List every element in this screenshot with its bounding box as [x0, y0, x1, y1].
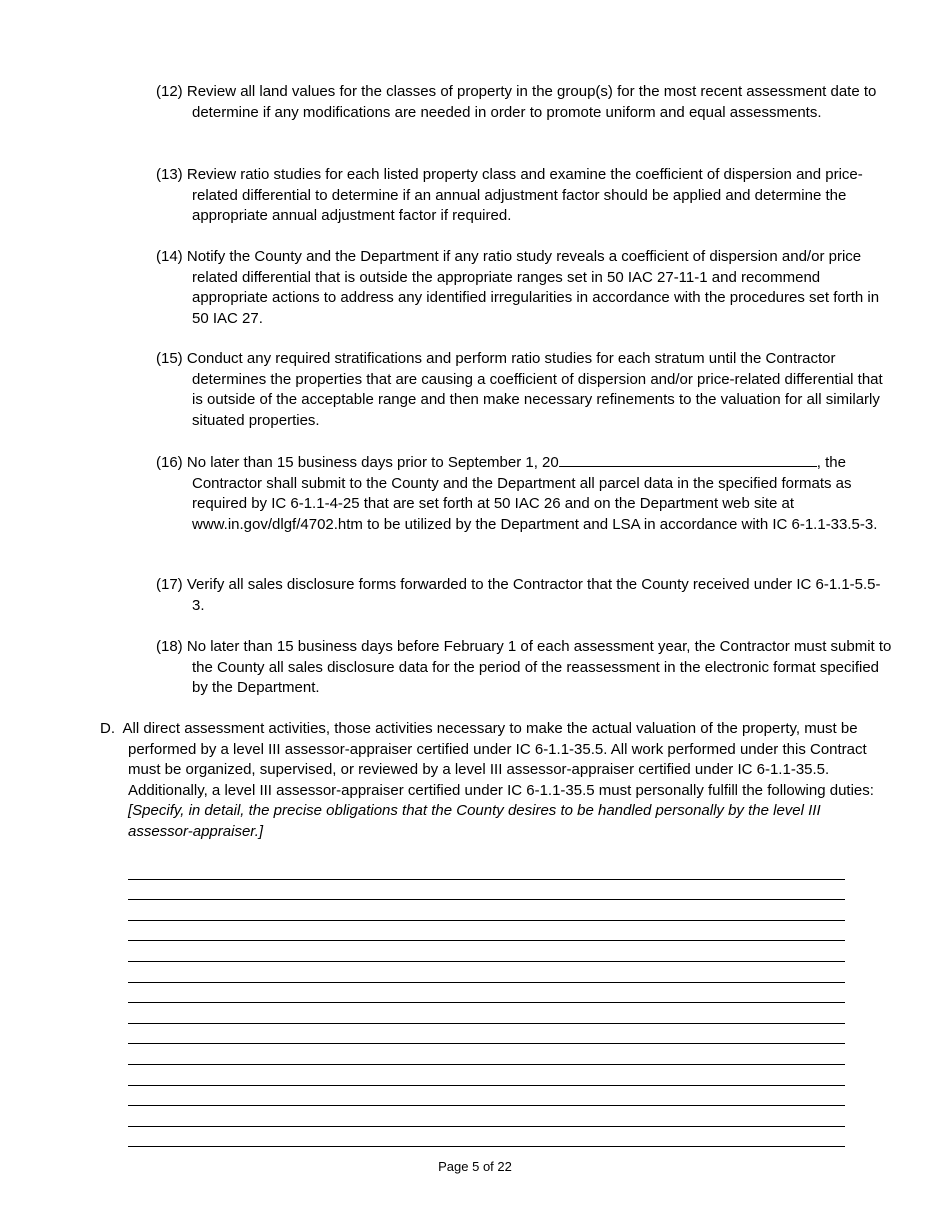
item-text-after: , the Contractor shall submit to the County and the Department all parcel data in the specified formats as required by IC 6-1.1-4-25 that are set forth at 50 IAC 26 and on the Department web site at www.in.gov/dlgf/4702.htm to be utilized by the Department and LSA in accordance with IC 6-1.1-33.5-3. — [192, 454, 878, 533]
page-footer — [0, 1157, 950, 1178]
list-item-12 — [156, 82, 892, 123]
list-item-16 — [156, 452, 892, 535]
blank-line[interactable] — [128, 1044, 845, 1065]
list-item-17 — [156, 575, 892, 616]
item-text: Review all land values for the classes of property in the group(s) for the most recent assessment date to determine if any modifications are needed in order to promote uniform and equal assessments. — [186, 83, 877, 121]
blank-line[interactable] — [128, 1086, 845, 1107]
item-text: Conduct any required stratifications and perform ratio studies for each stratum until the Contractor determines the properties that are causing a coefficient of dispersion and/or price-related differential that is outside of the acceptable range and then make necessary refinements to the valuation for all similarly situated properties. — [186, 350, 883, 429]
item-text: No later than 15 business days before February 1 of each assessment year, the Contractor must submit to the County all sales disclosure data for the period of the reassessment in the electronic format specified by the Department. — [186, 638, 892, 697]
year-blank-field[interactable] — [559, 452, 817, 467]
section-label: D. — [100, 720, 115, 737]
blank-line[interactable] — [128, 921, 845, 942]
item-number: (17) — [156, 576, 183, 593]
item-text: Review ratio studies for each listed property class and examine the coefficient of dispersion and price-related differential to determine if an annual adjustment factor should be applied and determine the appropriate annual adjustment factor if required. — [186, 166, 863, 225]
list-item-18 — [156, 637, 892, 699]
list-item-15 — [156, 349, 892, 431]
blank-line[interactable] — [128, 1106, 845, 1127]
item-text-before: No later than 15 business days prior to September 1, 20 — [186, 454, 559, 471]
page-number: Page 5 of 22 — [438, 1159, 512, 1174]
fill-in-lines — [128, 859, 845, 1147]
section-text: All direct assessment activities, those activities necessary to make the actual valuation of the property, must be performed by a level III assessor-appraiser certified under IC 6-1.1-35.5. All work performed under this Contract must be organized, supervised, or reviewed by a level III assessor-appraiser certified under IC 6-1.1-35.5. Additionally, a level III assessor-appraiser certified under IC 6-1.1-35.5 must personally fulfill the following duties: — [122, 720, 874, 799]
item-number: (18) — [156, 638, 183, 655]
blank-line[interactable] — [128, 1003, 845, 1024]
list-item-14 — [156, 247, 892, 329]
blank-line[interactable] — [128, 859, 845, 880]
blank-line[interactable] — [128, 962, 845, 983]
blank-line[interactable] — [128, 941, 845, 962]
blank-line[interactable] — [128, 880, 845, 901]
list-item-13 — [156, 165, 892, 227]
item-number: (13) — [156, 166, 183, 183]
item-number: (14) — [156, 248, 183, 265]
item-number: (16) — [156, 454, 183, 471]
item-text: Verify all sales disclosure forms forwarded to the Contractor that the County received under IC 6-1.1-5.5-3. — [186, 576, 881, 614]
item-number: (15) — [156, 350, 183, 367]
blank-line[interactable] — [128, 1065, 845, 1086]
blank-line[interactable] — [128, 1024, 845, 1045]
section-d-paragraph — [100, 719, 880, 843]
item-text: Notify the County and the Department if any ratio study reveals a coefficient of dispersion and/or price related differential that is outside the appropriate ranges set in 50 IAC 27-11-1 and recommend appropriate actions to address any identified irregularities in accordance with the procedures set forth in 50 IAC 27. — [186, 248, 880, 327]
blank-line[interactable] — [128, 983, 845, 1004]
blank-line[interactable] — [128, 1127, 845, 1148]
item-number: (12) — [156, 83, 183, 100]
section-instruction: [Specify, in detail, the precise obligations that the County desires to be handled personally by the level III assessor-appraiser.] — [128, 802, 821, 840]
blank-line[interactable] — [128, 900, 845, 921]
